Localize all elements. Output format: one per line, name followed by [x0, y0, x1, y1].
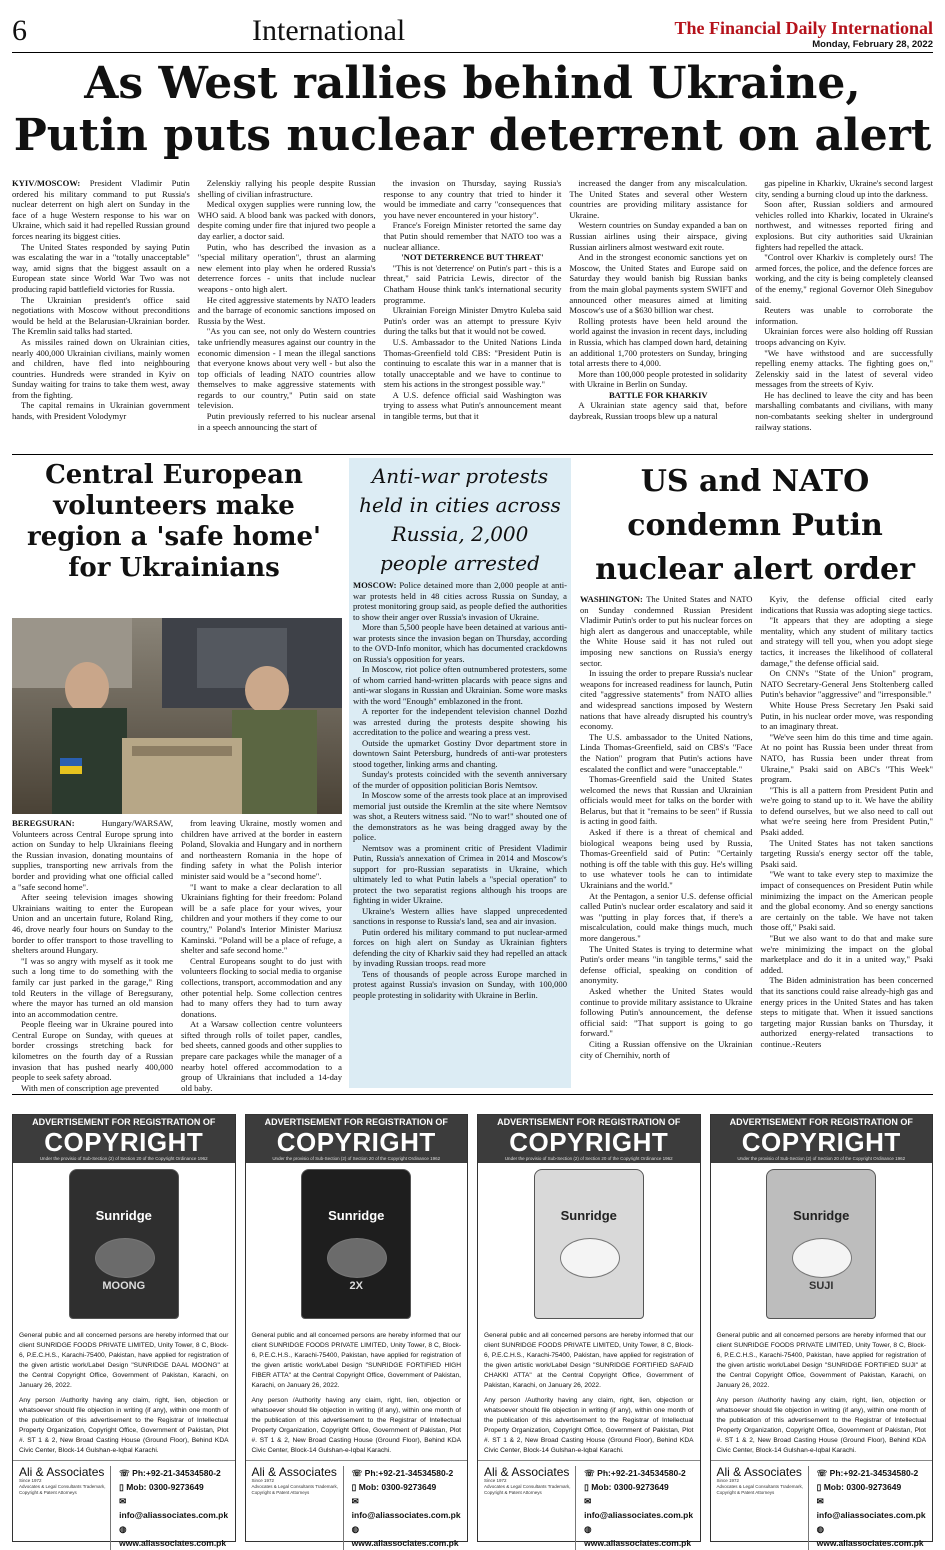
- paragraph: [12, 337, 190, 401]
- middle-story-body: [353, 580, 567, 1086]
- paragraph: [12, 1019, 173, 1083]
- paragraph-text: Sunday's protests coincided with the seventh anniversary of the murder of opposition politician Boris Nemtsov.: [353, 769, 567, 790]
- paragraph-text: The United States has not taken sanctions targeting Russia's energy sector off the table, Psaki said.: [760, 837, 933, 869]
- firm-contact: [344, 1466, 461, 1550]
- contact-email[interactable]: info@aliassociates.com.pk: [816, 1510, 926, 1520]
- product-artwork: [792, 1238, 852, 1278]
- web-icon: ◍: [816, 1524, 825, 1534]
- mobile-icon: ▯: [119, 1482, 127, 1492]
- paragraph-text: Reuters was unable to corroborate the information.: [755, 305, 933, 326]
- contact-line: [817, 1480, 926, 1494]
- contact-line: [584, 1522, 693, 1550]
- paragraph-text: Ukraine's Western allies have slapped unprecedented sanctions in response to Russia's land, sea and air invasion.: [353, 905, 567, 926]
- contact-email[interactable]: info@aliassociates.com.pk: [584, 1510, 694, 1520]
- product-package: [301, 1169, 411, 1319]
- paragraph-text: The Biden administration has been concerned that its sanctions could raise already-high gas and energy prices in the United States and has taken steps to mitigate that. When it issued sanctions targeting major Russian banks on Thursday, it authorized energy-related transactions to continue.-Reuters: [760, 975, 933, 1049]
- paragraph-text: "We have withstood and are successfully repelling enemy attacks. The fighting goes on," Zelenskiy said in the latest of several video messages from the streets of Kyiv.: [755, 347, 933, 390]
- contact-web[interactable]: www.aliassociates.com.pk: [584, 1538, 692, 1548]
- ad-header: [13, 1115, 235, 1163]
- paragraph: [569, 390, 747, 401]
- product-label: MOONG: [102, 1280, 146, 1292]
- paragraph: [12, 178, 190, 242]
- paragraph: [761, 594, 934, 615]
- paragraph-text: Hungary/WARSAW, Volunteers across Central Europe sprung into action on Sunday to help Ukrainians fleeing the Russian invasion, donating mountains of supplies, transporting new arrivals from the border and providing what one official called a "safe second home".: [12, 818, 173, 892]
- paragraph: [384, 252, 562, 263]
- paragraph-text: Putin previously referred to his nuclear arsenal in a speech announcing the start of: [197, 411, 376, 432]
- paragraph: [761, 668, 934, 700]
- paragraph: [569, 316, 747, 369]
- firm-contact: [576, 1466, 693, 1550]
- paragraph-text: from leaving Ukraine, mostly women and children have arrived at the border in eastern Poland, Slovakia and Hungary and in northern and northeastern Romania in the hope of finding safety in what the Polish interior minister said would be a "second home".: [181, 818, 342, 881]
- web-icon: ◍: [584, 1524, 592, 1534]
- paragraph-text: The capital remains in Ukrainian government hands, with President Volodymyr: [12, 400, 190, 422]
- paragraph: [181, 882, 342, 956]
- paragraph: [580, 1039, 753, 1060]
- paragraph-text: Putin ordered his military command to put nuclear-armed forces on high alert on Sunday as Ukrainian fighters defending the city of Kharkiv said they had repelled an attack by invading Russian troops. read more: [353, 926, 567, 968]
- paragraph-text: Police detained more than 2,000 people at anti-war protests held in 48 cities across Russia on Sunday, a protest monitoring group said, as people defied the authorities to show their anger over Russia's invasion of Ukraine.: [353, 580, 567, 622]
- paragraph: [755, 348, 933, 390]
- contact-line: [817, 1494, 926, 1522]
- phone-icon: ☏: [584, 1468, 598, 1478]
- firm-desc: Advocates & Legal Consultants Trademark, Copyright & Patent Attorneys: [251, 1484, 339, 1495]
- contact-phone[interactable]: Ph:+92-21-34534580-2: [597, 1468, 686, 1478]
- paragraph-text: Thomas-Greenfield said the United States welcomed the news that Russian and Ukrainian officials would meet for talks on the border with Belarus, but that it "remains to be seen" if Russia is acting in good faith.: [580, 774, 753, 827]
- ad-footer: [13, 1460, 235, 1550]
- ad-title: COPYRIGHT: [276, 1127, 436, 1157]
- paragraph: [181, 956, 342, 1020]
- contact-line: [352, 1494, 461, 1522]
- paragraph-text: A Ukrainian state agency said that, before daybreak, Russian troops blew up a natural: [569, 400, 748, 422]
- paragraph: [353, 927, 567, 969]
- ad-body: [711, 1327, 933, 1460]
- main-story-column: [569, 178, 747, 450]
- contact-web[interactable]: www.aliassociates.com.pk: [351, 1538, 459, 1548]
- product-package: [534, 1169, 644, 1319]
- email-icon: ✉: [351, 1496, 359, 1506]
- contact-email[interactable]: info@aliassociates.com.pk: [119, 1510, 229, 1520]
- paragraph: [12, 242, 190, 295]
- paragraph-text: "We've seen him do this time and time again. At no point has Russia been under threat from NATO, has Russia been under threat from Ukraine," Psaki said on ABC's "This Week" program.: [760, 731, 933, 785]
- paragraph: [755, 305, 933, 326]
- paragraph-text: With men of conscription age prevented: [21, 1082, 159, 1093]
- paragraph-text: France's Foreign Minister retorted the same day that Putin should remember that NATO too was a nuclear alliance.: [383, 220, 562, 252]
- paragraph: [198, 326, 376, 411]
- web-icon: ◍: [119, 1524, 127, 1534]
- contact-web[interactable]: www.aliassociates.com.pk: [119, 1538, 227, 1548]
- paragraph-text: The Ukrainian president's office said negotiations with Moscow without preconditions would be held at the Belarusian-Ukrainian border. The Kremlin said talks had started.: [12, 294, 190, 337]
- ad-subtitle: Under the provisio of Sub-Section (2) of Section 20 of the Copyright Ordinance 1962: [272, 1156, 441, 1161]
- paragraph: [580, 827, 753, 891]
- brand-logo: Sunridge: [95, 1208, 152, 1223]
- product-label: SUJI: [809, 1280, 834, 1292]
- paragraph-text: Zelenskiy rallying his people despite Russian shelling of civilian infrastructure.: [197, 178, 376, 199]
- paragraph: [353, 738, 567, 770]
- paragraph: [761, 869, 934, 933]
- paragraph: [569, 220, 747, 252]
- paragraph-text: He has declined to leave the city and has been marshalling combatants and civilians, with many non-combatants seeking shelter in underground railway stations.: [755, 389, 933, 432]
- paragraph-text: Asked whether the United States would continue to provide military assistance to Ukraine following Putin's announcement, the defense official said: "That support is going to go forward.": [580, 985, 753, 1039]
- left-story-column: [12, 818, 173, 1093]
- paragraph: [569, 369, 747, 390]
- ad-tag: ADVERTISEMENT FOR REGISTRATION OF: [264, 1117, 448, 1127]
- ad-subtitle: Under the provisio of Sub-Section (2) of Section 20 of the Copyright Ordinance 1962: [504, 1156, 673, 1161]
- ad-tag: ADVERTISEMENT FOR REGISTRATION OF: [32, 1117, 216, 1127]
- paragraph: [181, 1019, 342, 1093]
- paragraph: [198, 242, 376, 295]
- ads-row: [12, 1114, 933, 1548]
- brand-logo: Sunridge: [328, 1208, 385, 1223]
- paragraph: [580, 986, 753, 1039]
- ad-objection: Any person /Authority having any claim, right, lien, objection or whatsoever should file objection in writing (if any), within one month of the publication of this advertisement to the Registrar of Intellectual Property Organization, Copyright Office, Government of Pakistan, Plot #. ST 1 & 2, New Broad Casting House (Ground Floor), Behind KDA Civic Center, Block-14 Gulshan-e-Iqbal Karachi.: [19, 1397, 229, 1454]
- main-story-column: [198, 178, 376, 450]
- contact-mobile[interactable]: Mob: 0300-9273649: [358, 1482, 437, 1492]
- contact-email[interactable]: info@aliassociates.com.pk: [351, 1510, 461, 1520]
- email-icon: ✉: [816, 1496, 824, 1506]
- contact-line: [119, 1494, 228, 1522]
- middle-story-headline: Anti-war protests held in cities across Russia, 2,000 people arrested: [359, 464, 561, 575]
- firm-contact: [111, 1466, 228, 1550]
- ads-rule: [12, 1094, 933, 1095]
- paragraph-text: Soon after, Russian soldiers and armoured vehicles rolled into Kharkiv, located in Ukraine's northwest, and witnesses reported firing and explosions. But city authorities said Ukrainian fighters had repelled the attack.: [755, 199, 933, 252]
- paragraph: [384, 305, 562, 337]
- ad-notice: General public and all concerned persons are hereby informed that our client SUNRIDGE FOODS PRIVATE LIMITED, Unity Tower, 8 C, Block-6, P.E.C.H.S., Karachi-75400, Pakistan, have applied for registration of the given artistic work/Label Design "SUNRIDGE FORTIFIED SAFAID CHAKKI ATTA" at the Central Copyright Office, Government of Pakistan, Karachi, on January 26, 2022.: [484, 1332, 694, 1389]
- ad-objection: Any person /Authority having any claim, right, lien, objection or whatsoever should file objection in writing (if any), within one month of the publication of this advertisement to the Registrar of Intellectual Property Organization, Copyright Office, Government of Pakistan, Plot #. ST 1 & 2, New Broad Casting House (Ground Floor), Behind KDA Civic Center, Block-14 Gulshan-e-Iqbal Karachi.: [484, 1397, 694, 1454]
- firm-name: Ali & Associates: [716, 1465, 802, 1479]
- left-story-headline: Central European volunteers make region a 'safe home' for Ukrainians: [27, 460, 321, 583]
- header-rule: [12, 52, 933, 53]
- paragraph: [761, 838, 934, 870]
- paragraph: [12, 892, 173, 956]
- paragraph-text: The United States and NATO on Sunday condemned Russian President Vladimir Putin's order to put his nuclear forces on high alert as dangerous and unacceptable, while the White House said it has not ruled out imposing new sanctions on Russia's energy sector.: [580, 594, 753, 668]
- contact-line: [352, 1522, 461, 1550]
- brand-logo: Sunridge: [560, 1208, 617, 1223]
- paragraph-text: On CNN's "State of the Union" program, NATO Secretary-General Jens Stoltenberg called Putin's behavior "aggressive" and "irresponsible.": [760, 668, 933, 700]
- ad-footer: [711, 1460, 933, 1550]
- paragraph: [353, 969, 567, 1001]
- paragraph-text: After seeing television images showing Ukrainians waiting to enter the European Union and an uncertain future, Roland Ring, 46, drove nearly four hours on Sunday to the border to offer transport to those travelling to shelters around Hungary.: [12, 892, 173, 956]
- newspaper-name: The Financial Daily International: [674, 18, 933, 38]
- ad-title: COPYRIGHT: [509, 1127, 669, 1157]
- ad-subtitle: Under the provisio of Sub-Section (2) of Section 20 of the Copyright Ordinance 1962: [737, 1156, 906, 1161]
- left-story-column: [181, 818, 342, 1093]
- web-icon: ◍: [351, 1524, 360, 1534]
- paragraph-text: the invasion on Thursday, saying Russia's response to any country that tried to hinder it would be immediate and carry "consequences that you have never encountered in your history".: [383, 178, 562, 220]
- contact-line: [352, 1480, 461, 1494]
- paragraph-text: The U.S. ambassador to the United Nations, Linda Thomas-Greenfield, said on CBS's "Face the Nation" program that Putin's actions have escalated the conflict and were "unacceptable.": [580, 731, 753, 774]
- paragraph-text: Outside the upmarket Gostiny Dvor department store in downtown Saint Petersburg, hundreds of anti-war protesters stood together, linking arms and chanting.: [353, 737, 567, 769]
- paragraph: [384, 390, 562, 422]
- paragraph: [384, 220, 562, 252]
- paragraph-text: In Moscow, riot police often outnumbered protesters, some of whom carried hand-written placards with peace signs and anti-war slogans in Russian and Ukrainian. Some wore masks with the word "Enough" emblazoned in the front.: [353, 664, 567, 706]
- paragraph: [353, 769, 567, 790]
- left-story-body: [12, 818, 342, 1093]
- contact-web[interactable]: www.aliassociates.com.pk: [816, 1538, 924, 1548]
- paragraph: [569, 400, 747, 421]
- paragraph-text: U.S. Ambassador to the United Nations Linda Thomas-Greenfield told CBS: "President Putin is continuing to escalate this war in a manner that is totally unacceptable and we have to continue to stem his actions in the strongest possible way.": [383, 336, 562, 390]
- paragraph: [198, 295, 376, 327]
- paragraph-text: "I want to make a clear declaration to all Ukrainians fighting for their freedom: Poland will be a safe place for your wives, your children and your mothers if they come to our country," Poland's Interior Minister Mariusz Kaminski. "Poland will be a place of refuge, a shelter and safe second home.": [181, 881, 342, 956]
- contact-mobile[interactable]: Mob: 0300-9273649: [126, 1482, 204, 1492]
- ad-body: [13, 1327, 235, 1460]
- paragraph-text: A reporter for the independent television channel Dozhd was arrested during the protests despite showing his accreditation to the police and wearing a press vest.: [353, 706, 567, 737]
- contact-line: [817, 1466, 926, 1480]
- paragraph-text: As missiles rained down on Ukrainian cities, nearly 400,000 Ukrainian civilians, mainly women and children, have fled into neighbouring countries. Hundreds were stranded in Kyiv on Sunday waiting for trains to take them west, away from the fighting.: [12, 336, 190, 400]
- dateline: KYIV/MOSCOW:: [12, 178, 81, 188]
- paragraph-text: increased the danger from any miscalculation. The United States and several other Western countries are providing military assistance for Ukraine.: [569, 178, 748, 220]
- ad-objection: Any person /Authority having any claim, right, lien, objection or whatsoever should file objection in writing (if any), within one month of the publication of this advertisement to the Registrar of Intellectual Property Organization, Copyright Office, Government of Pakistan, Plot #. ST 1 & 2, New Broad Casting House (Ground Floor), Behind KDA Civic Center, Block-14 Gulshan-e-Iqbal Karachi.: [251, 1397, 461, 1454]
- main-story-column: [384, 178, 562, 450]
- paragraph: [198, 199, 376, 241]
- contact-line: [584, 1466, 693, 1480]
- paragraph: [198, 178, 376, 199]
- dateline: WASHINGTON:: [580, 594, 643, 604]
- paragraph-text: People fleeing war in Ukraine poured into Central Europe on Sunday, with queues at border crossings stretching back for kilometres on the fourth day of a Russian invasion that has pushed nearly 400,000 people to seek safety abroad.: [12, 1019, 173, 1083]
- main-story-rule: [12, 454, 933, 455]
- main-story-body: [12, 178, 933, 450]
- paragraph-text: "I was so angry with myself as it took me such a long time to do something with the family car just parked in the garage," Ring told Reuters in the village of Beregsurany, where the mayor has turned an old mansion into an accommodation centre.: [12, 955, 173, 1019]
- paragraph-text: Nemtsov was a prominent critic of President Vladimir Putin, Russia's annexation of Crimea in 2014 and Moscow's support for pro-Russian separatists in Ukraine, which ultimately led to what Putin labels a "special operation" to protect the two separatist regions although his troops are fighting in wider Ukraine.: [353, 842, 567, 905]
- paragraph-text: He cited aggressive statements by NATO leaders and the barrage of economic sanctions imposed on Russia by the West.: [197, 294, 376, 326]
- left-story-photo: [12, 618, 342, 814]
- product-label: 2X: [349, 1280, 363, 1292]
- main-story-column: [755, 178, 933, 450]
- paragraph: [755, 199, 933, 252]
- contact-phone[interactable]: Ph:+92-21-34534580-2: [132, 1468, 221, 1478]
- firm-name: Ali & Associates: [251, 1465, 337, 1479]
- right-story-headline: US and NATO condemn Putin nuclear alert order: [595, 464, 915, 587]
- product-artwork: [95, 1238, 155, 1278]
- paragraph: [761, 615, 934, 668]
- paragraph: [761, 933, 934, 975]
- ad-body: [478, 1327, 700, 1460]
- ad-title: COPYRIGHT: [44, 1127, 204, 1157]
- paragraph-text: gas pipeline in Kharkiv, Ukraine's second largest city, sending a burning cloud up into the darkness.: [755, 178, 933, 199]
- paragraph-text: Citing a Russian offensive on the Ukrainian city of Chernihiv, north of: [580, 1038, 753, 1060]
- paragraph-text: Tens of thousands of people across Europe marched in protest against Russia's invasion on Sunday, with 100,000 people protesting in solidarity with Ukraine in Berlin.: [353, 968, 567, 1000]
- firm-name: Ali & Associates: [484, 1465, 570, 1479]
- paragraph: [12, 956, 173, 1020]
- paragraph: [761, 785, 934, 838]
- paragraph-text: The United States is trying to determine what Putin's order means "in tangible terms," said the defense official, speaking on condition of anonymity.: [580, 943, 753, 986]
- paragraph: [353, 790, 567, 843]
- paragraph-text: Western countries on Sunday expanded a ban on Russian airlines using their airspace, giving Russian airliners almost westward exit route.: [569, 220, 748, 252]
- email-icon: ✉: [584, 1496, 592, 1506]
- contact-line: [817, 1522, 926, 1550]
- paragraph-text: "Control over Kharkiv is completely ours! The armed forces, the police, and the defence forces are working, and the city is being completely cleansed of the enemy," regional Governor Oleh Sinegubov said.: [755, 252, 933, 305]
- firm-name: Ali & Associates: [19, 1465, 105, 1479]
- firm-desc: Advocates & Legal Consultants Trademark, Copyright & Patent Attorneys: [716, 1484, 804, 1495]
- paragraph-text: More than 5,500 people have been detained at various anti-war protests since the invasion began on Thursday, according to the OVD-Info monitor, which has documented crackdowns on Russia's opposition for years.: [353, 622, 567, 664]
- firm-contact: [809, 1466, 926, 1550]
- paragraph-text: In Moscow some of the arrests took place at an improvised memorial just outside the Kremlin at the site where Nemtsov was shot, a Reuters witness said. "No to war!" shouted one of the demonstrators as he was being dragged away by the police.: [353, 790, 567, 842]
- paragraph: [12, 1083, 173, 1094]
- right-story-column: [580, 594, 753, 1086]
- ad-notice: General public and all concerned persons are hereby informed that our client SUNRIDGE FOODS PRIVATE LIMITED, Unity Tower, 8 C, Block-6, P.E.C.H.S., Karachi-75400, Pakistan, have applied for registration of the given artistic work/Label Design "SUNRIDGE FORTIFIED HIGH FIBER ATTA" at the Central Copyright Office, Government of Pakistan, Karachi, on January 26, 2022.: [251, 1332, 461, 1389]
- ad-tag: ADVERTISEMENT FOR REGISTRATION OF: [497, 1117, 681, 1127]
- paragraph: [580, 774, 753, 827]
- product-package: [766, 1169, 876, 1319]
- contact-line: [352, 1466, 461, 1480]
- main-headline: As West rallies behind Ukraine, Putin puts nuclear deterrent on alert: [13, 58, 932, 161]
- paragraph-text: And in the strongest economic sanctions yet on Moscow, the United States and Europe said on Saturday they would banish big Russian banks from the main global payments system SWIFT and announced other measures aimed at limiting Moscow's use of a $630 billion war chest.: [569, 252, 748, 316]
- paragraph: [755, 178, 933, 199]
- paragraph-text: "This is not 'deterrence' on Putin's part - this is a threat," said Patricia Lewis, director of the Chatham House think tank's international security programme.: [383, 262, 562, 305]
- copyright-ad: [710, 1114, 934, 1548]
- contact-mobile[interactable]: Mob: 0300-9273649: [823, 1482, 902, 1492]
- firm-logo: [252, 1466, 344, 1550]
- phone-icon: ☏: [351, 1468, 365, 1478]
- email-icon: ✉: [119, 1496, 127, 1506]
- firm-since: Since 1972: [716, 1478, 740, 1483]
- page-number: 6: [12, 14, 27, 47]
- paragraph: [580, 944, 753, 986]
- ad-footer: [478, 1460, 700, 1550]
- dateline: MOSCOW:: [353, 580, 397, 590]
- ad-notice: General public and all concerned persons are hereby informed that our client SUNRIDGE FOODS PRIVATE LIMITED, Unity Tower, 8 C, Block-6, P.E.C.H.S., Karachi-75400, Pakistan, have applied for registration of the given artistic work/Label Design "SUNRIDGE FORTIFIED SUJI" at the Central Copyright Office, Government of Pakistan, Karachi, on January 26, 2022.: [716, 1332, 926, 1389]
- paragraph: [353, 706, 567, 738]
- contact-phone[interactable]: Ph:+92-21-34534580-2: [829, 1468, 919, 1478]
- firm-logo: [484, 1466, 576, 1550]
- paragraph: [181, 818, 342, 882]
- paragraph-text: The United States responded by saying Putin was escalating the war in a "totally unacceptable" way, amid signs that the biggest assault on a European state since World War Two was not producing rapid battlefield victories for Russia.: [12, 241, 190, 294]
- ad-header: [478, 1115, 700, 1163]
- paragraph-text: Ukrainian Foreign Minister Dmytro Kuleba said Putin's order was an attempt to pressure Kyiv during the talks but that it would not be cowed.: [383, 305, 562, 337]
- paragraph-text: "We want to take every step to maximize the impact of consequences on President Putin while minimizing the impact on the American people and the global economy. And so energy sanctions are certainly on the table. We have not taken those off," Psaki said.: [760, 869, 933, 933]
- contact-line: [119, 1522, 228, 1550]
- firm-desc: Advocates & Legal Consultants Trademark, Copyright & Patent Attorneys: [19, 1484, 106, 1495]
- paragraph-text: "This is all a pattern from President Putin and we're going to stand up to it. We have the ability to defend ourselves, but we also need to call out what we're seeing here from President Putin," Psaki added.: [760, 784, 933, 838]
- paragraph-text: Putin, who has described the invasion as a "special military operation", thrust an alarming new element into play when he ordered Russia's deterrence forces - units that include nuclear weapons - onto high alert.: [197, 241, 376, 294]
- paragraph-text: White House Press Secretary Jen Psaki said Putin, in his nuclear order move, was responding to an imaginary threat.: [760, 699, 933, 732]
- paragraph: [12, 818, 173, 892]
- paragraph: [761, 975, 934, 1049]
- paragraph-text: In issuing the order to prepare Russia's nuclear weapons for increased readiness for launch, Putin cited "aggressive statements" from NATO allies and widespread sanctions imposed by Western nations that have already disrupted his country's economy.: [580, 668, 753, 732]
- paragraph: [755, 252, 933, 305]
- paragraph: [384, 178, 562, 220]
- issue-date: Monday, February 28, 2022: [812, 39, 933, 50]
- right-story-body: [580, 594, 933, 1086]
- contact-line: [119, 1466, 228, 1480]
- firm-since: Since 1972: [19, 1478, 42, 1483]
- paragraph-text: "It appears that they are adopting a siege mentality, which any student of military tactics and strategy will tell you, when you adopt siege tactics, it increases the likelihood of collateral damage," the defense official said.: [760, 615, 933, 668]
- section-title: International: [252, 14, 406, 47]
- paragraph: [384, 263, 562, 305]
- paragraph-text: More than 100,000 people protested in solidarity with Ukraine in Berlin on Sunday.: [569, 368, 748, 390]
- product-artwork: [560, 1238, 620, 1278]
- mobile-icon: ▯: [816, 1482, 824, 1492]
- ad-body: [246, 1327, 468, 1460]
- ad-header: [711, 1115, 933, 1163]
- firm-since: Since 1972: [484, 1478, 507, 1483]
- paragraph-text: At the Pentagon, a senior U.S. defense official called Putin's nuclear order escalatory and said it was "putting in play forces that, if there's a miscalculation, could make things much, much more dangerous.": [580, 890, 753, 943]
- paragraph: [761, 700, 934, 732]
- ad-header: [246, 1115, 468, 1163]
- ad-notice: General public and all concerned persons are hereby informed that our client SUNRIDGE FOODS PRIVATE LIMITED, Unity Tower, 8 C, Block-6, P.E.C.H.S., Karachi-75400, Pakistan, have applied for registration of the given artistic work/Label Design "SUNRIDGE DAAL MOONG" at the Central Copyright Office, Government of Pakistan, Karachi, on January 26, 2022.: [19, 1332, 229, 1389]
- contact-mobile[interactable]: Mob: 0300-9273649: [591, 1482, 669, 1492]
- paragraph-text: Asked if there is a threat of chemical and biological weapons being used by Russia, Thomas-Greenfield said of Putin: "Certainly nothing is off the table with this guy. He's willing to use whatever tools he can to intimidate Ukrainians and the world.": [580, 827, 753, 891]
- paragraph: [580, 891, 753, 944]
- mobile-icon: ▯: [351, 1482, 359, 1492]
- paragraph: [353, 622, 567, 664]
- paragraph: [12, 400, 190, 421]
- contact-line: [119, 1480, 228, 1494]
- paragraph-text: President Vladimir Putin ordered his military command to put Russia's nuclear deterrent on high alert on Sunday in the face of a huge Western response to his war on Ukraine, which said it had repelled Russian ground forces nearing its biggest cities.: [12, 178, 190, 241]
- ad-tag: ADVERTISEMENT FOR REGISTRATION OF: [729, 1117, 913, 1127]
- firm-since: Since 1972: [251, 1478, 275, 1483]
- main-story-column: [12, 178, 190, 450]
- paragraph-text: A U.S. defence official said Washington was trying to assess what Putin's announcement meant in tangible terms, but that it: [383, 389, 562, 422]
- paragraph: [761, 732, 934, 785]
- paragraph-text: Kyiv, the defense official cited early indications that Russia was adopting siege tactics.: [760, 594, 933, 615]
- copyright-ad: [245, 1114, 469, 1548]
- phone-icon: ☏: [119, 1468, 133, 1478]
- paragraph: [580, 668, 753, 732]
- paragraph-text: BATTLE FOR KHARKIV: [608, 389, 708, 400]
- ad-objection: Any person /Authority having any claim, right, lien, objection or whatsoever should file objection in writing (if any), within one month of the publication of this advertisement to the Registrar of Intellectual Property Organization, Copyright Office, Government of Pakistan, Plot #. ST 1 & 2, New Broad Casting House (Ground Floor), Behind KDA Civic Center, Block-14 Gulshan-e-Iqbal Karachi.: [716, 1397, 926, 1454]
- firm-logo: [717, 1466, 809, 1550]
- paragraph: [353, 906, 567, 927]
- paragraph: [353, 664, 567, 706]
- phone-icon: ☏: [816, 1468, 830, 1478]
- firm-logo: [19, 1466, 111, 1550]
- product-artwork: [327, 1238, 387, 1278]
- brand-logo: Sunridge: [793, 1208, 850, 1223]
- paragraph-text: "But we also want to do that and make sure we're minimizing the impact on the global marketplace and do it in a united way," Psaki added.: [760, 933, 933, 975]
- ad-footer: [246, 1460, 468, 1550]
- contact-line: [584, 1480, 693, 1494]
- paragraph-text: At a Warsaw collection centre volunteers sifted through rolls of toilet paper, candles, bed sheets, canned goods and other supplies to prepare care packages while the manager of a nearby hotel offered accommodation to a group of Ukrainians that included a 14-day old baby.: [181, 1019, 342, 1093]
- paragraph: [353, 580, 567, 622]
- paragraph: [384, 337, 562, 390]
- contact-phone[interactable]: Ph:+92-21-34534580-2: [364, 1468, 454, 1478]
- paragraph: [12, 295, 190, 337]
- paragraph-text: Rolling protests have been held around the world against the invasion in recent days, including in Russia, which has clamped down hard, detaining an additional 1,700 protesters on Sunday, bringing total arrests there to 4,000.: [569, 315, 748, 369]
- ad-subtitle: Under the provisio of Sub-Section (2) of Section 20 of the Copyright Ordinance 1962: [39, 1156, 208, 1161]
- paragraph: [353, 843, 567, 906]
- paragraph-text: Ukrainian forces were also holding off Russian troops advancing on Kyiv.: [755, 326, 933, 347]
- paragraph: [569, 178, 747, 220]
- paragraph-text: 'NOT DETERRENCE BUT THREAT': [401, 252, 544, 263]
- paragraph-text: "As you can see, not only do Western countries take unfriendly measures against our country in the economic dimension - I mean the illegal sanctions that everyone knows about very well - but also the top officials of leading NATO countries allow themselves to make aggressive statements with regards to our country," Putin said on state television.: [197, 326, 376, 411]
- contact-line: [584, 1494, 693, 1522]
- paragraph-text: Medical oxygen supplies were running low, the WHO said. A blood bank was packed with donors, despite coming under fire that injured two people a day earlier, a doctor said.: [197, 199, 376, 241]
- paragraph: [198, 411, 376, 432]
- paragraph: [580, 732, 753, 774]
- paragraph: [755, 390, 933, 432]
- paragraph: [569, 252, 747, 316]
- paragraph-text: Central Europeans sought to do just with volunteers flocking to social media to organise collections, transport, accommodation and any other potential help. Some collection centres had to many offers they had to turn away donations.: [181, 955, 342, 1019]
- product-package: [69, 1169, 179, 1319]
- ad-title: COPYRIGHT: [741, 1127, 901, 1157]
- right-story-column: [761, 594, 934, 1086]
- firm-desc: Advocates & Legal Consultants Trademark, Copyright & Patent Attorneys: [484, 1484, 571, 1495]
- paragraph: [580, 594, 753, 668]
- paragraph: [755, 326, 933, 347]
- copyright-ad: [12, 1114, 236, 1548]
- copyright-ad: [477, 1114, 701, 1548]
- mobile-icon: ▯: [584, 1482, 592, 1492]
- dateline: BEREGSURAN:: [12, 818, 75, 828]
